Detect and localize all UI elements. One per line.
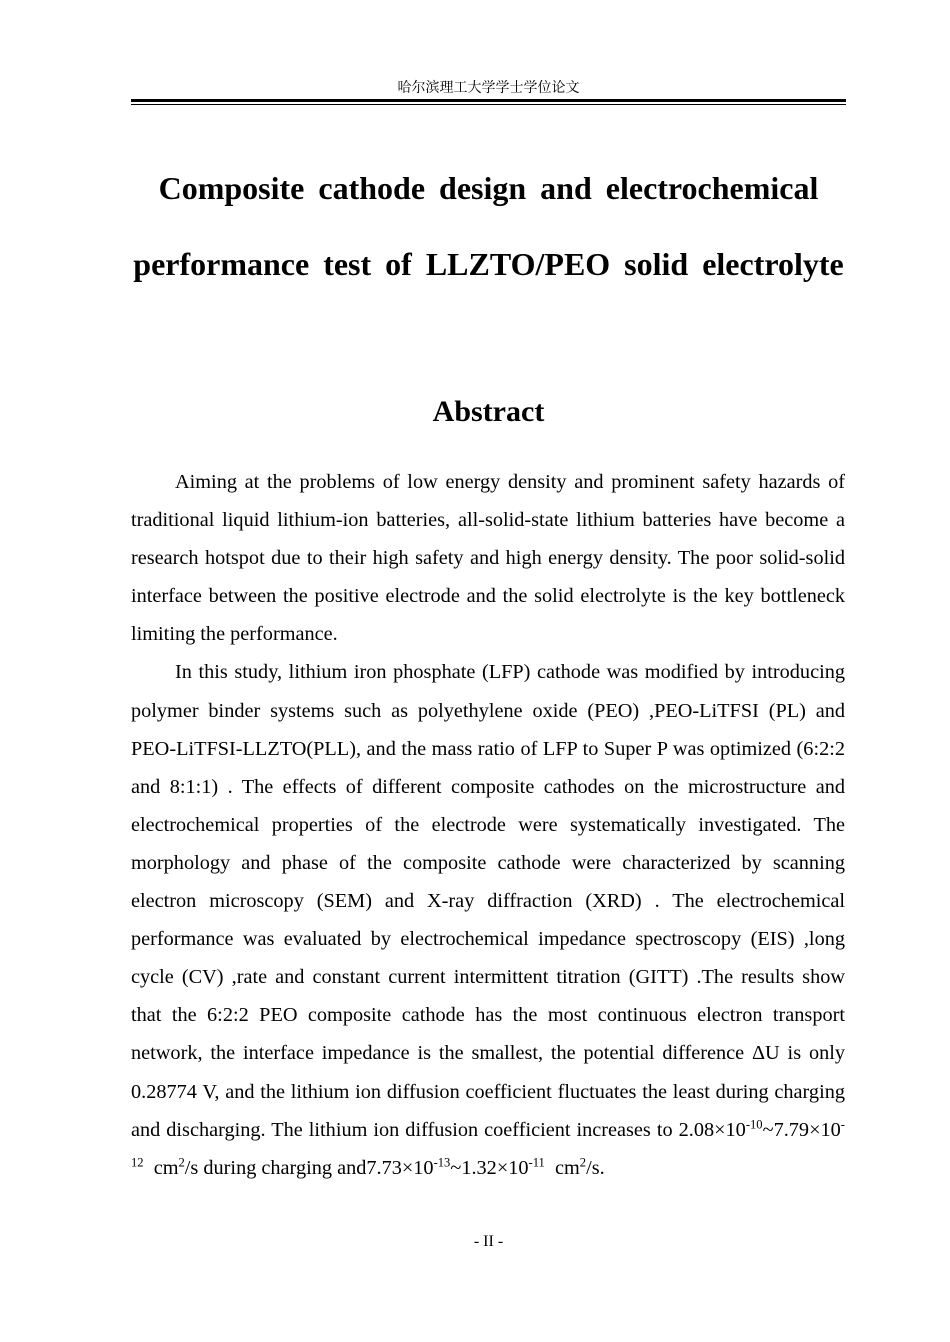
header-rule-thick: [131, 99, 846, 102]
running-header: 哈尔滨理工大学学士学位论文: [397, 80, 580, 96]
superscript: 2: [178, 1155, 185, 1170]
text-fragment: /s during charging and7.73×10: [184, 1156, 434, 1179]
superscript: -11: [528, 1155, 545, 1170]
text-fragment: ~7.79×10: [762, 1118, 841, 1141]
superscript: -10: [745, 1117, 763, 1132]
superscript: -12: [131, 1117, 845, 1170]
abstract-paragraph-2: [131, 653, 845, 1186]
header-rule-thin: [131, 104, 846, 105]
abstract-paragraph-1: Aiming at the problems of low energy density and prominent safety hazards of traditional liquid lithium-ion batteries, all-solid-state lithium batteries have become a research hotspot due to their high safety and high energy density. The poor solid-solid interface between the positive electrode and the solid electrolyte is the key bottleneck limiting the performance.: [131, 471, 845, 646]
text-fragment: ~1.32×10: [450, 1156, 529, 1179]
superscript: 2: [579, 1155, 587, 1170]
text-fragment: /s.: [586, 1156, 605, 1179]
superscript: -13: [433, 1155, 451, 1170]
page-number: - II -: [473, 1233, 504, 1250]
abstract-heading: Abstract: [432, 395, 545, 428]
text-fragment: cm: [143, 1156, 179, 1179]
paper-title: Composite cathode design and electrochemical performance test of LLZTO/PEO solid electrolyte: [133, 170, 844, 282]
abstract-body: [131, 463, 845, 1187]
text-fragment: cm: [544, 1156, 580, 1179]
abstract-paragraph-2-text: In this study, lithium iron phosphate (LFP) cathode was modified by introducing polymer binder systems such as polyethylene oxide (PEO) ,PEO-LiTFSI (PL) and PEO-LiTFSI-LLZTO(PLL), and the mass ratio of LFP to Super P was optimized (6:2:2 and 8:1:1) . The effects of different composite cathodes on the microstructure and electrochemical properties of the electrode were systematically investigated. The morphology and phase of the composite cathode were characterized by scanning electron microscopy (SEM) and X-ray diffraction (XRD) . The electrochemical performance was evaluated by electrochemical impedance spectroscopy (EIS) ,long cycle (CV) ,rate and constant current intermittent titration (GITT) .The results show that the 6:2:2 PEO composite cathode has the most continuous electron transport network, the interface impedance is the smallest, the potential difference ΔU is only 0.28774 V, and the lithium ion diffusion coefficient fluctuates the least during charging and discharging. The lithium ion diffusion coefficient increases to 2.08×10: [131, 661, 845, 1141]
